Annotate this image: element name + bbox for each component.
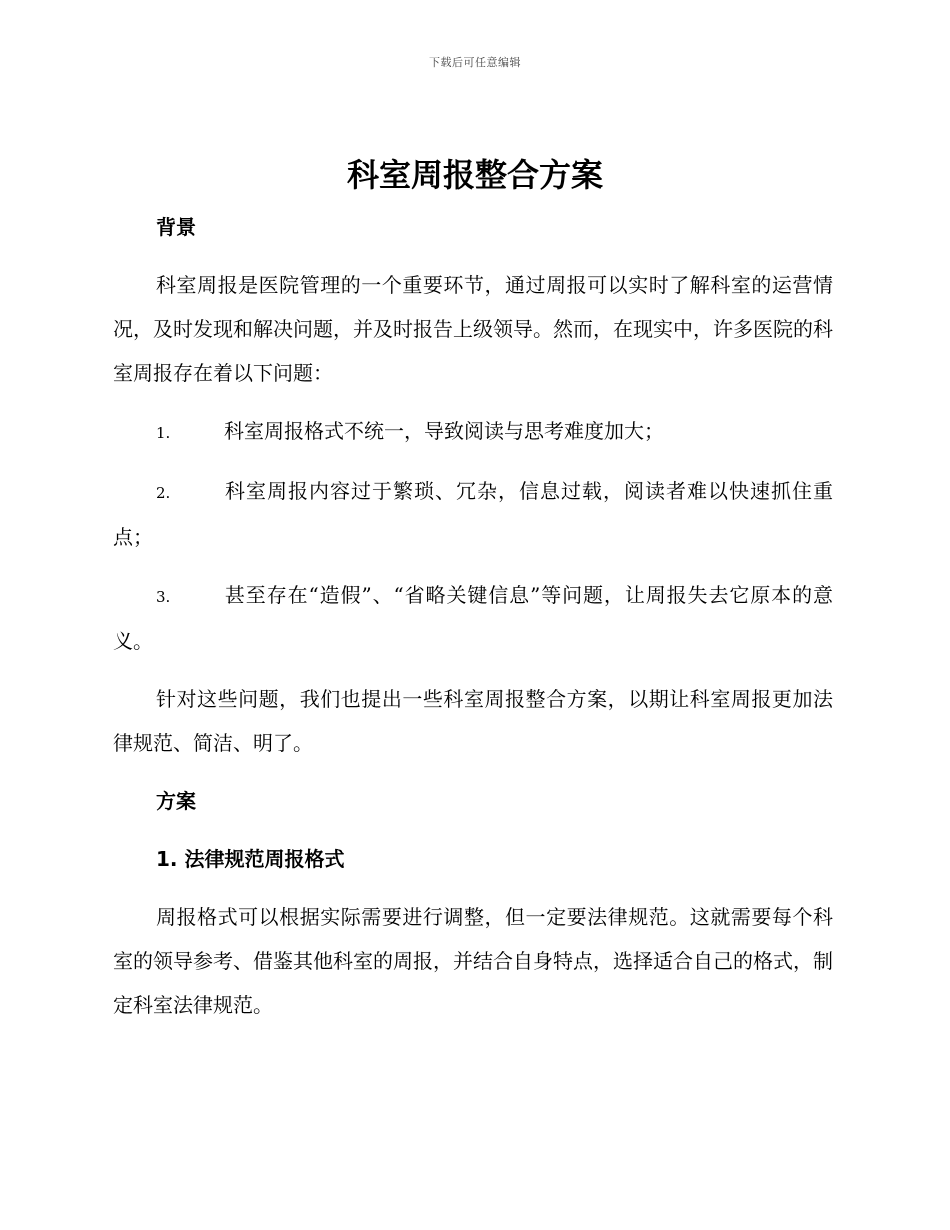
document-title: 科室周报整合方案 (346, 156, 603, 194)
document-body (113, 205, 833, 1027)
problem-text-3: 甚至存在“造假”、“省略关键信息”等问题，让周报失去它原本的意义。 (113, 583, 833, 653)
problem-text-1: 科室周报格式不统一，导致阅读与思考难度加大； (224, 419, 664, 443)
problem-number-1: 1. (156, 424, 171, 442)
background-heading: 背景 (156, 215, 196, 239)
page-header: 下载后可任意编辑 (429, 56, 521, 69)
section1-paragraph: 周报格式可以根据实际需要进行调整，但一定要法律规范。这就需要每个科室的领导参考、借鉴其他科室的周报，并结合自身特点，选择适合自己的格式，制定科室法律规范。 (113, 905, 833, 1017)
intro-paragraph: 科室周报是医院管理的一个重要环节，通过周报可以实时了解科室的运营情况，及时发现和解决问题，并及时报告上级领导。然而，在现实中，许多医院的科室周报存在着以下问题： (113, 273, 833, 385)
problem-item-1 (113, 409, 833, 455)
plan-heading: 方案 (156, 789, 196, 813)
section1-heading: 1. 法律规范周报格式 (156, 847, 345, 871)
conclusion-paragraph: 针对这些问题，我们也提出一些科室周报整合方案，以期让科室周报更加法律规范、简洁、明了。 (113, 687, 833, 755)
problem-text-2: 科室周报内容过于繁琐、冗杂，信息过载，阅读者难以快速抓住重点； (113, 479, 833, 549)
problem-item-3 (113, 573, 833, 663)
problem-item-2 (113, 469, 833, 559)
problem-number-3: 3. (156, 588, 171, 606)
problem-number-2: 2. (156, 484, 171, 502)
